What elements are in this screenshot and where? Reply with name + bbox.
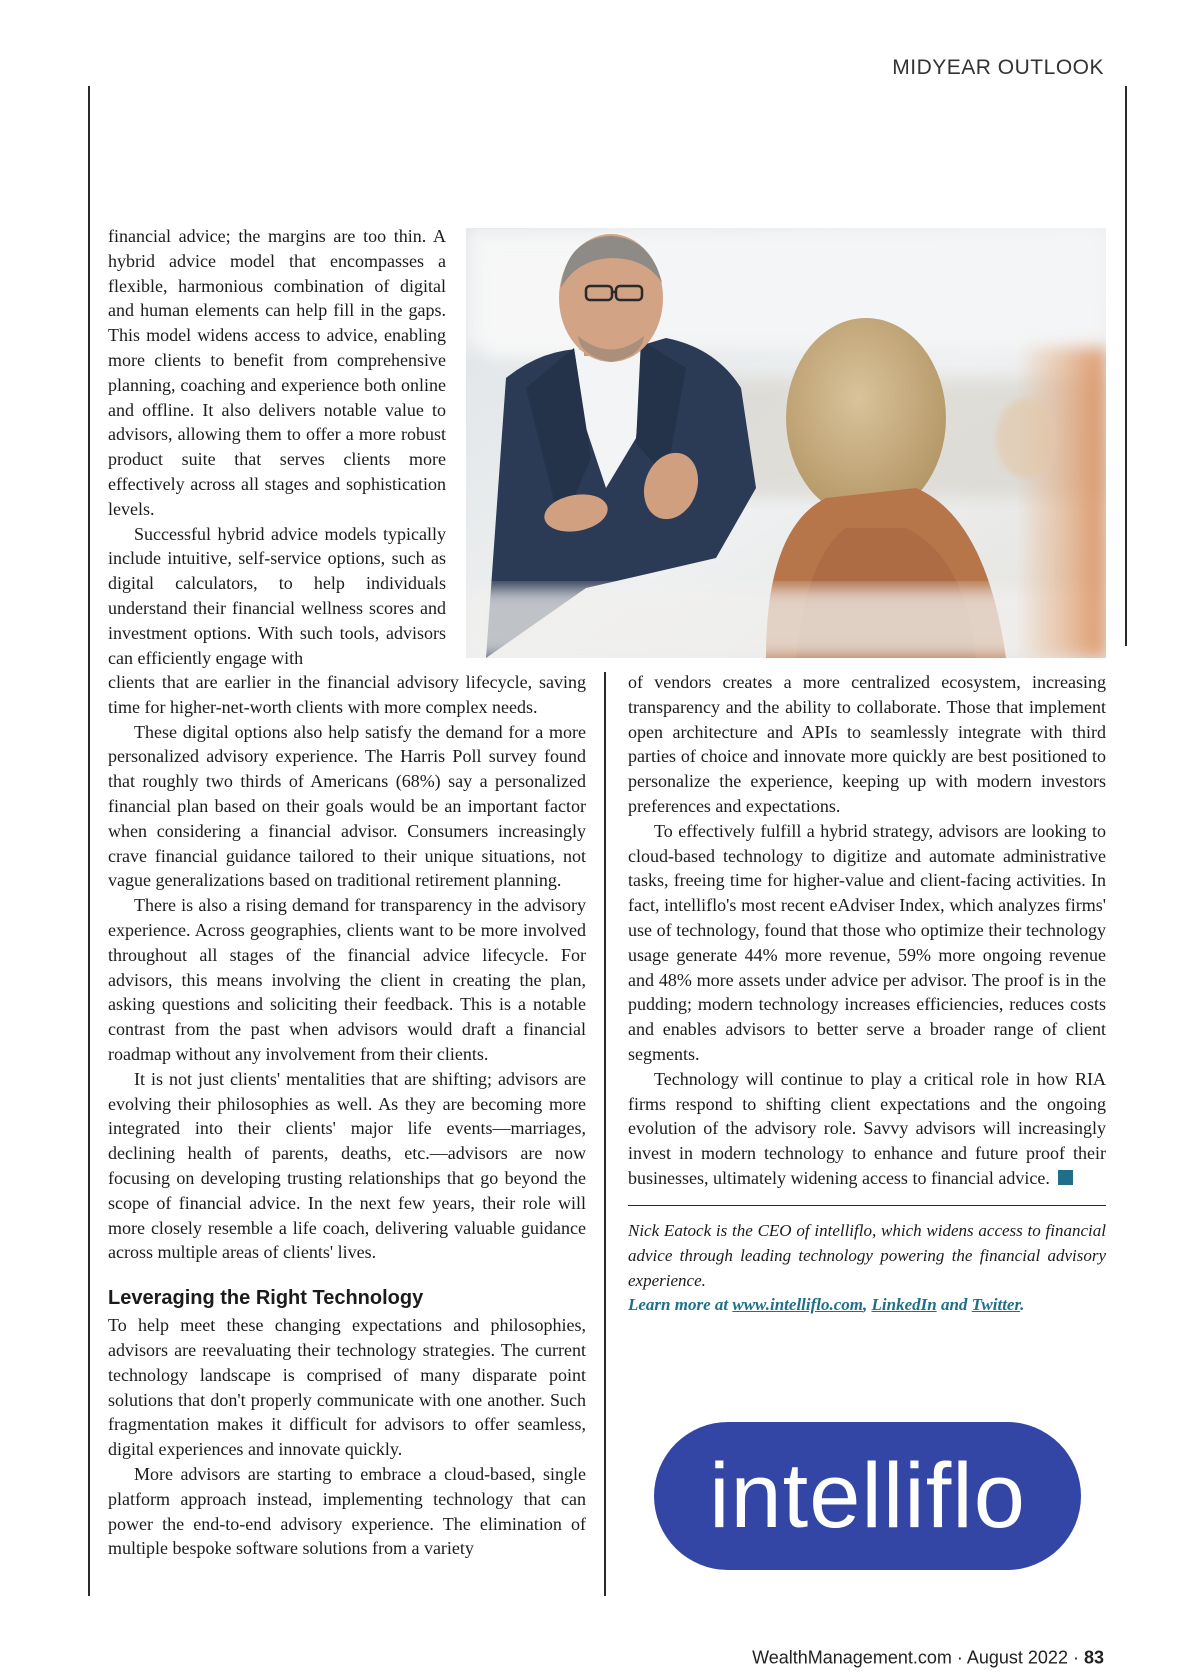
footer-separator: · [1067,1647,1084,1668]
footer-date: August 2022 [966,1647,1068,1668]
left-column [108,670,586,1561]
left-column-top [108,224,446,670]
center-column-rule [604,672,606,1596]
twitter-link[interactable]: Twitter [971,1294,1021,1314]
learn-more-line [628,1293,1106,1318]
paragraph: Successful hybrid advice models typically include intuitive, self-service options, such as digital calculators, to help individuals understand their financial wellness scores and investment options. With such tools, advisors can efficiently engage with [108,523,446,668]
paragraph: clients that are earlier in the financial advisory lifecycle, saving time for higher-net-worth clients with more complex needs. [108,672,586,717]
paragraph: There is also a rising demand for transparency in the advisory experience. Across geographies, clients want to be more involved throughout all stages of the financial advice lifecycle. For advisors, this means involving the client in creating the plan, asking questions and soliciting their feedback. This is a notable contrast from the past when advisors would draft a financial roadmap without any involvement from their clients. [108,895,586,1064]
meeting-photo [466,228,1106,658]
intelliflo-logo [654,1422,1081,1570]
right-column [628,670,1106,1318]
footer-site: WealthManagement.com [752,1647,952,1668]
paragraph: of vendors creates a more centralized ecosystem, increasing transparency and the ability to collaborate. Those that implement open architecture and APIs to seamlessly integrate with third parties of choice and innovate more quickly are best positioned to personalize the experience, keeping up with modern investors preferences and expectations. [628,672,1106,816]
linkedin-link[interactable]: LinkedIn [871,1294,937,1314]
section-label: MIDYEAR OUTLOOK [892,56,1104,79]
bio-divider [628,1205,1106,1206]
logo-text: intelliflo [709,1445,1026,1547]
paragraph: More advisors are starting to embrace a cloud-based, single platform approach instead, implementing technology that can power the end-to-end advisory experience. The elimination of multiple bespoke software solutions from a variety [108,1463,586,1559]
footer-separator: · [951,1647,967,1668]
paragraph: It is not just clients' mentalities that are shifting; advisors are evolving their philosophies as well. As they are becoming more integrated into their clients' major life events—marriages, declining health of parents, deaths, etc.—advisors are now focusing on developing trusting relationships that go beyond the scope of financial advice. In the next few years, their role will more closely resemble a life coach, delivering valuable guidance across multiple areas of clients' lives. [108,1068,586,1263]
paragraph: These digital options also help satisfy the demand for a more personalized advisory experience. The Harris Poll survey found that roughly two thirds of Americans (68%) say a personalized financial plan based on their goals would be an important factor when considering a financial advisor. Consumers increasingly crave financial guidance tailored to their unique situations, not vague generalizations based on traditional retirement planning. [108,721,586,891]
right-column-rule [1125,86,1127,646]
author-bio: Nick Eatock is the CEO of intelliflo, which widens access to financial advice through leading technology powering the financial advisory experience. [628,1220,1106,1290]
separator: , [863,1294,872,1314]
paragraph: financial advice; the margins are too thin. A hybrid advice model that encompasses a flexible, harmonious combination of digital and human elements can help fill in the gaps. This model widens access to advice, enabling more clients to benefit from comprehensive planning, coaching and experience both online and offline. It also delivers notable value to advisors, allowing them to offer a more robust product suite that serves clients more effectively across all stages and sophistication levels. [108,226,446,519]
section-subheading: Leveraging the Right Technology [108,1287,424,1310]
separator: and [936,1294,972,1314]
page-footer [752,1648,1104,1669]
end-mark-icon [1058,1170,1073,1185]
page-number: 83 [1083,1647,1104,1668]
paragraph: To effectively fulfill a hybrid strategy, advisors are looking to cloud-based technology to digitize and automate administrative tasks, freeing time for higher-value and client-facing activities. In fact, intelliflo's most recent eAdviser Index, which analyzes firms' use of technology, found that those who optimize their technology usage generate 44% more revenue, 59% more ongoing revenue and 48% more assets under advice per advisor. The proof is in the pudding; modern technology increases efficiencies, reduces costs and enables advisors to better serve a broader range of client segments. [628,820,1106,1064]
left-column-rule [88,86,90,1596]
paragraph [628,1067,1106,1191]
paragraph: To help meet these changing expectations and philosophies, advisors are reevaluating their technology strategies. The current technology landscape is comprised of many disparate point solutions that don't properly communicate with one another. Such fragmentation makes it difficult for advisors to offer seamless, digital experiences and innovate quickly. [108,1315,586,1460]
photo-illustration [466,228,1106,658]
period: . [1020,1294,1025,1314]
website-link[interactable]: www.intelliflo.com [732,1294,864,1314]
learn-more-prefix: Learn more at [628,1294,733,1314]
paragraph-text: Technology will continue to play a critical role in how RIA firms respond to shifting client expectations and the ongoing evolution of the advisory role. Savvy advisors will increasingly invest in modern technology to enhance and future proof their businesses, ultimately widening access to financial advice. [628,1068,1106,1188]
